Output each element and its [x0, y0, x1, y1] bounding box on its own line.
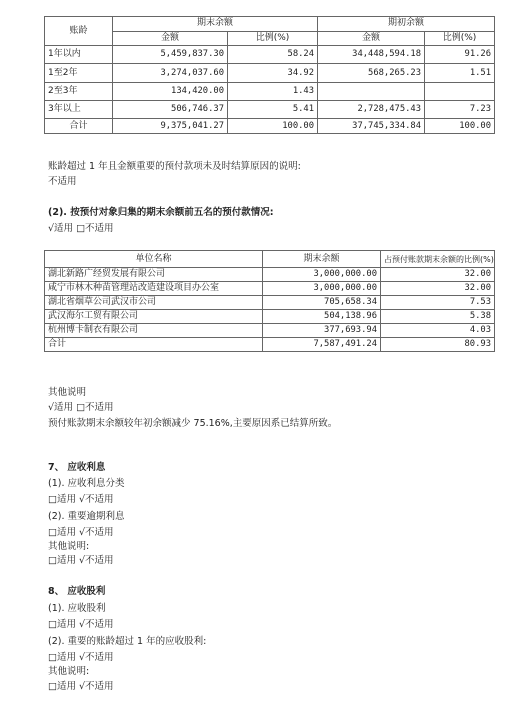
ratio-cell: 5.38: [381, 310, 495, 324]
section-2-title: (2). 按预付对象归集的期末余额前五名的预付款情况:: [48, 207, 274, 218]
section-7-other-label: 其他说明:: [48, 541, 90, 552]
section-7-1-applicability: □适用 √不适用: [48, 494, 114, 505]
section-8-1-applicability: □适用 √不适用: [48, 619, 114, 630]
section-2-applicability: √适用 □不适用: [48, 223, 114, 234]
begin-ratio-cell: 100.00: [425, 119, 495, 134]
section-7-1-title: (1). 应收利息分类: [48, 478, 125, 489]
unit-name-cell: 杭州博卡制衣有限公司: [45, 324, 263, 338]
section-8-other-applicability: □适用 √不适用: [48, 681, 114, 692]
section-8-2-title: (2). 重要的账龄超过 1 年的应收股利:: [48, 636, 207, 647]
end-amount-cell: 134,420.00: [113, 83, 228, 101]
begin-amount-cell: 37,745,334.84: [318, 119, 425, 134]
header-ratio: 占预付账款期末余额的比例(%): [381, 251, 495, 268]
subheader-amount: 金额: [318, 31, 425, 46]
header-end-balance: 期末余额: [263, 251, 381, 268]
header-begin-balance: 期初余额: [318, 17, 495, 32]
ratio-cell: 80.93: [381, 338, 495, 352]
table-row: [45, 101, 495, 119]
aging-note: 账龄超过 1 年且金额重要的预付款项未及时结算原因的说明:: [48, 161, 301, 172]
begin-ratio-cell: [425, 83, 495, 101]
other-note-label: 其他说明: [48, 387, 87, 398]
ratio-cell: 7.53: [381, 296, 495, 310]
section-8-1-title: (1). 应收股利: [48, 603, 106, 614]
age-cell: 1至2年: [45, 64, 113, 83]
section-8-title: 8、 应收股利: [48, 586, 106, 597]
age-cell: 合计: [45, 119, 113, 134]
begin-amount-cell: 568,265.23: [318, 64, 425, 83]
table-row: [45, 46, 495, 64]
table-row: [45, 268, 495, 282]
unit-name-cell: 武汉海尔工贸有限公司: [45, 310, 263, 324]
subheader-ratio: 比例(%): [425, 31, 495, 46]
table-row: [45, 282, 495, 296]
amount-cell: 377,693.94: [263, 324, 381, 338]
begin-ratio-cell: 91.26: [425, 46, 495, 64]
subheader-ratio: 比例(%): [228, 31, 318, 46]
end-ratio-cell: 100.00: [228, 119, 318, 134]
table-row-total: [45, 119, 495, 134]
ratio-cell: 4.03: [381, 324, 495, 338]
begin-ratio-cell: 7.23: [425, 101, 495, 119]
ratio-cell: 32.00: [381, 282, 495, 296]
end-ratio-cell: 34.92: [228, 64, 318, 83]
table-row: [45, 324, 495, 338]
aging-note-value: 不适用: [48, 176, 77, 187]
amount-cell: 705,658.34: [263, 296, 381, 310]
amount-cell: 3,000,000.00: [263, 268, 381, 282]
begin-amount-cell: 34,448,594.18: [318, 46, 425, 64]
other-note-description: 预付账款期末余额较年初余额减少 75.16%,主要原因系已结算所致。: [48, 418, 338, 429]
aging-table: [44, 16, 495, 134]
section-7-2-applicability: □适用 √不适用: [48, 527, 114, 538]
header-end-balance: 期末余额: [113, 17, 318, 32]
section-8-2-applicability: □适用 √不适用: [48, 652, 114, 663]
table-row: [45, 83, 495, 101]
end-amount-cell: 506,746.37: [113, 101, 228, 119]
top5-prepayment-table: [44, 250, 495, 352]
amount-cell: 7,587,491.24: [263, 338, 381, 352]
section-7-2-title: (2). 重要逾期利息: [48, 511, 125, 522]
unit-name-cell: 湖北省烟草公司武汉市公司: [45, 296, 263, 310]
amount-cell: 504,138.96: [263, 310, 381, 324]
end-amount-cell: 5,459,837.30: [113, 46, 228, 64]
section-7-title: 7、 应收利息: [48, 462, 106, 473]
table-row: [45, 310, 495, 324]
subheader-amount: 金额: [113, 31, 228, 46]
end-amount-cell: 3,274,037.60: [113, 64, 228, 83]
end-ratio-cell: 58.24: [228, 46, 318, 64]
other-note-applicability: √适用 □不适用: [48, 402, 114, 413]
begin-ratio-cell: 1.51: [425, 64, 495, 83]
header-age: 账龄: [45, 17, 113, 46]
table-row: [45, 64, 495, 83]
age-cell: 3年以上: [45, 101, 113, 119]
table-row-total: [45, 338, 495, 352]
table-row: [45, 296, 495, 310]
end-ratio-cell: 5.41: [228, 101, 318, 119]
ratio-cell: 32.00: [381, 268, 495, 282]
end-ratio-cell: 1.43: [228, 83, 318, 101]
amount-cell: 3,000,000.00: [263, 282, 381, 296]
section-7-other-applicability: □适用 √不适用: [48, 555, 114, 566]
unit-name-cell: 湖北新路广经贸发展有限公司: [45, 268, 263, 282]
begin-amount-cell: 2,728,475.43: [318, 101, 425, 119]
section-8-other-label: 其他说明:: [48, 666, 90, 677]
begin-amount-cell: [318, 83, 425, 101]
end-amount-cell: 9,375,041.27: [113, 119, 228, 134]
age-cell: 2至3年: [45, 83, 113, 101]
unit-name-cell: 咸宁市林木种苗管理站改造建设项目办公室: [45, 282, 263, 296]
header-unit-name: 单位名称: [45, 251, 263, 268]
age-cell: 1年以内: [45, 46, 113, 64]
unit-name-cell: 合计: [45, 338, 263, 352]
